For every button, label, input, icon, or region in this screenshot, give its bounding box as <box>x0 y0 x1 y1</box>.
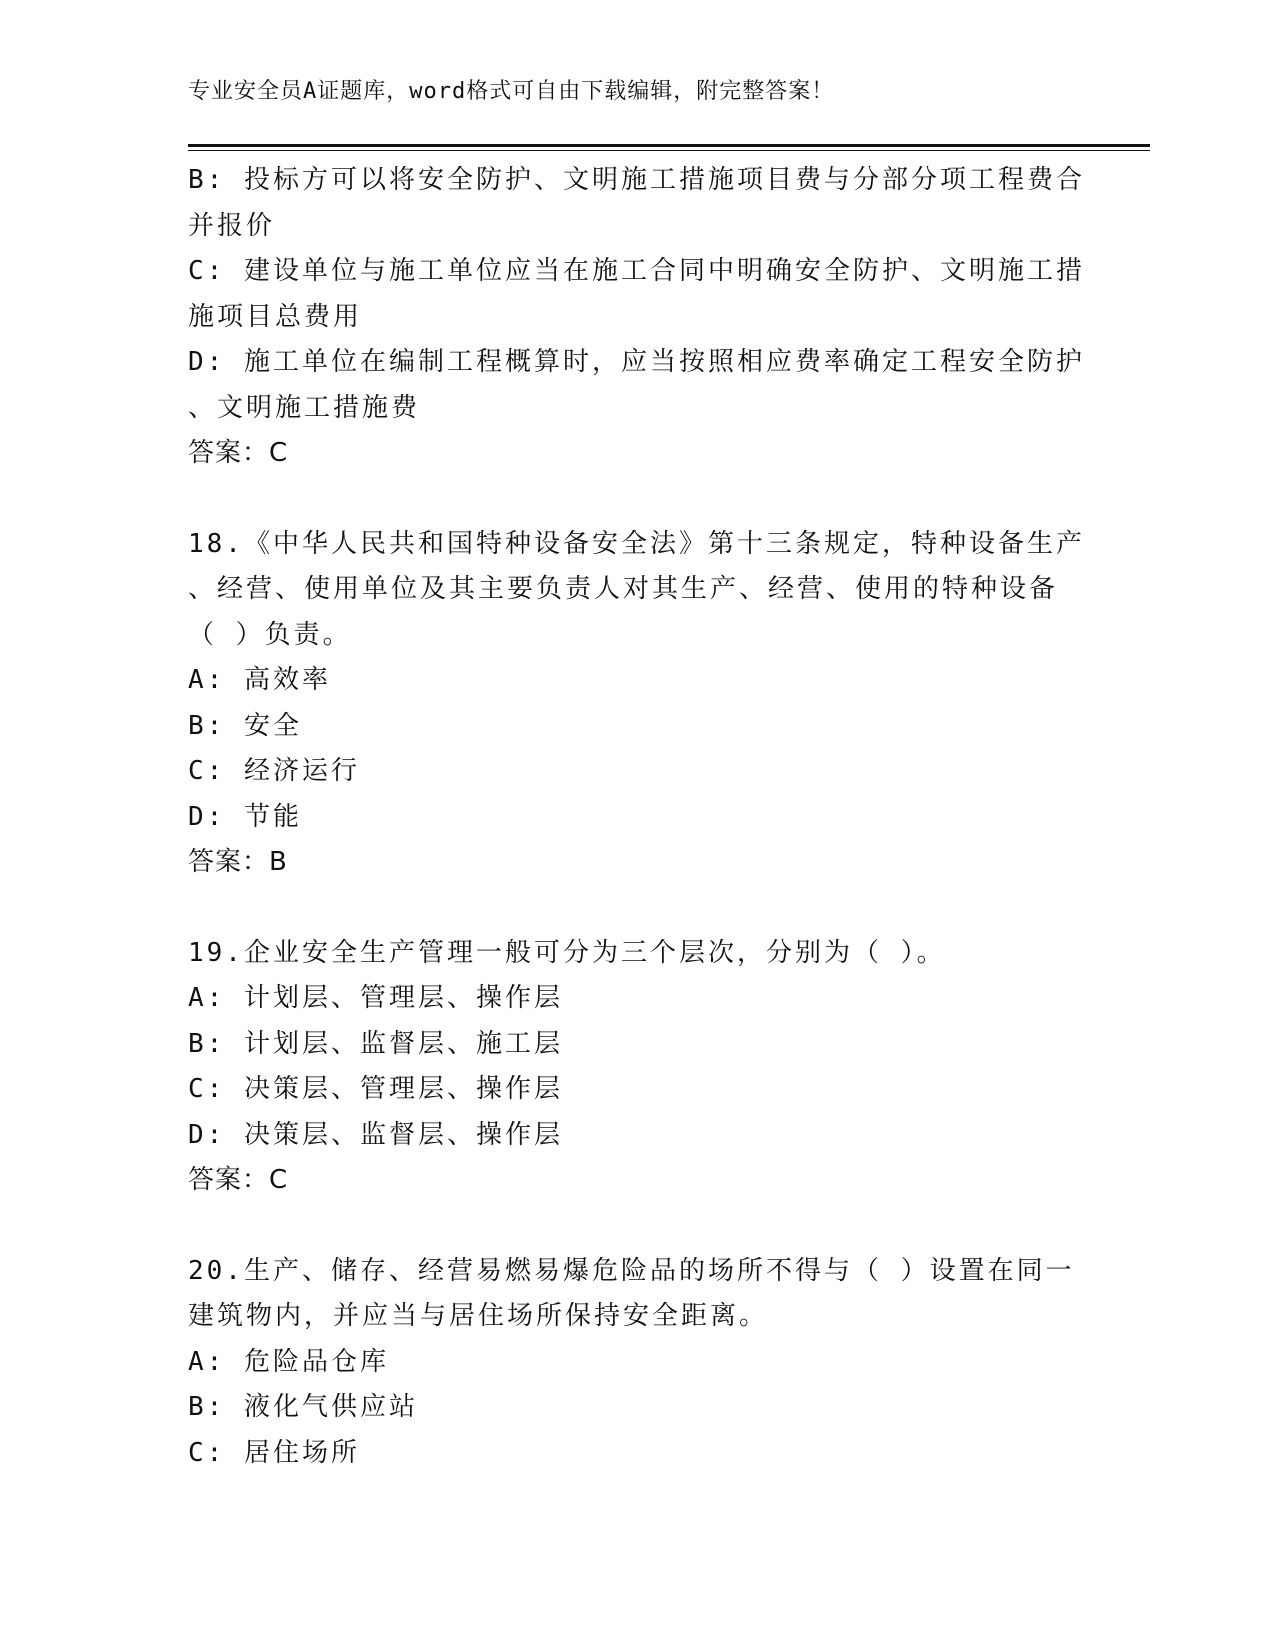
option-c: C: 经济运行 <box>188 756 360 786</box>
option-a: A: 计划层、管理层、操作层 <box>188 983 563 1013</box>
option-a: A: 高效率 <box>188 665 331 695</box>
option-c-line-1: C: 建设单位与施工单位应当在施工合同中明确安全防护、文明施工措 <box>188 256 1085 286</box>
option-d-line-2: 、文明施工措施费 <box>188 392 421 423</box>
question-stem-line: 建筑物内，并应当与居住场所保持安全距离。 <box>188 1301 769 1331</box>
header-rule-thin <box>188 150 1150 151</box>
option-c: C: 决策层、管理层、操作层 <box>188 1074 563 1104</box>
answer: 答案：B <box>188 847 288 877</box>
option-d: D: 决策层、监督层、操作层 <box>188 1119 563 1150</box>
option-b-line-1: B: 投标方可以将安全防护、文明施工措施项目费与分部分项工程费合 <box>188 165 1085 195</box>
option-c-line-2: 施项目总费用 <box>188 301 363 332</box>
question-stem-line: 、经营、使用单位及其主要负责人对其生产、经营、使用的特种设备 <box>188 574 1059 604</box>
question-stem-line: 20.生产、储存、经营易燃易爆危险品的场所不得与（ ）设置在同一 <box>188 1255 1075 1286</box>
option-b: B: 液化气供应站 <box>188 1392 418 1422</box>
answer: 答案：C <box>188 438 289 468</box>
option-d: D: 节能 <box>188 801 302 832</box>
question-18 <box>188 522 1085 886</box>
question-17-continued <box>188 158 1085 477</box>
option-c: C: 居住场所 <box>188 1437 360 1468</box>
option-d-line-1: D: 施工单位在编制工程概算时，应当按照相应费率确定工程安全防护 <box>188 347 1085 377</box>
option-b: B: 计划层、监督层、施工层 <box>188 1028 563 1059</box>
document-body <box>188 158 1085 1476</box>
header-rule-thick <box>188 144 1150 147</box>
option-b-line-2: 并报价 <box>188 210 276 241</box>
question-stem-line: （ ）负责。 <box>188 619 352 650</box>
question-20 <box>188 1249 1078 1477</box>
option-a: A: 危险品仓库 <box>188 1346 389 1377</box>
question-19 <box>188 931 1078 1204</box>
option-b: B: 安全 <box>188 710 302 741</box>
answer: 答案：C <box>188 1165 289 1195</box>
question-stem-line: 19.企业安全生产管理一般可分为三个层次，分别为（ ）。 <box>188 937 946 968</box>
question-stem-line: 18.《中华人民共和国特种设备安全法》第十三条规定，特种设备生产 <box>188 528 1085 559</box>
header-note: 专业安全员A证题库，word格式可自由下载编辑，附完整答案！ <box>188 79 835 104</box>
